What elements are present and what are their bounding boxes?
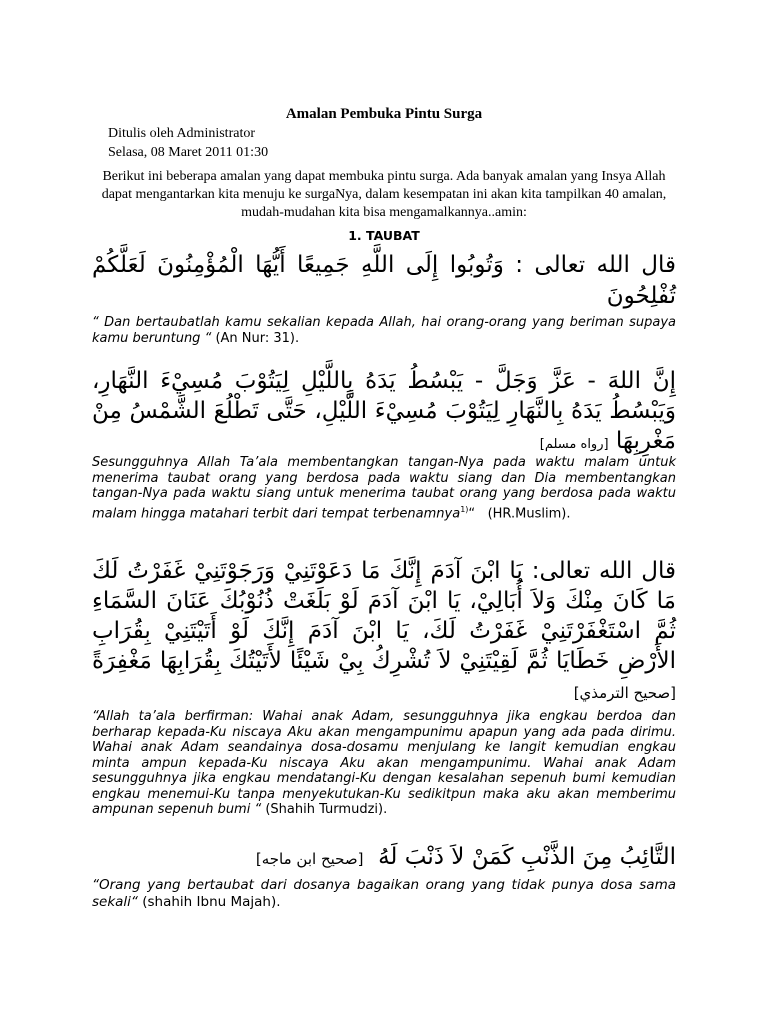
hadith-3-reference: (shahih Ibnu Majah).	[137, 894, 281, 910]
hadith-3-translation	[92, 877, 676, 911]
intro-paragraph: Berikut ini beberapa amalan yang dapat membuka pintu surga. Ada banyak amalan yang Insya Allah dapat mengantarkan kita menuju ke surgaNya, dalam kesempatan ini akan kita tampilkan 40 amalan, mudah-mudahan kita bisa mengamalkannya..amin:	[101, 169, 667, 220]
hadith-1-source: [رواه مسلم]	[539, 437, 609, 452]
hadith-1-footnote-marker: 1)	[460, 504, 469, 514]
hadith-3-source: [صحيح ابن ماجه]	[255, 850, 364, 868]
date-line: Selasa, 08 Maret 2011 01:30	[108, 145, 269, 160]
verse-translation-text: “ Dan bertaubatlah kamu sekalian kepada Allah, hai orang-orang yang beriman supaya kamu beruntung “	[92, 315, 676, 346]
verse-reference: (An Nur: 31).	[211, 330, 300, 346]
hadith-2-source: [صحيح الترمذي]	[573, 684, 676, 702]
hadith-2-arabic-text: قال الله تعالى: يَا ابْنَ آدَمَ إِنَّكَ مَا دَعَوْتَنِيْ وَرَجَوْتَنِيْ غَفَرْتُ لَكَ مَا كَانَ مِنْكَ وَلاَ أُبَالِيْ، يَا ابْنَ آدَمَ لَوْ بَلَغَتْ ذُنُوْبُكَ عَنَانَ السَّمَاءِ ثُمَّ اسْتَغْفَرْتَنِيْ غَفَرْتُ لَكَ، يَا ابْنَ آدَمَ إِنَّكَ لَوْ أَتَيْتَنِيْ بِقُرَابِ الأَرْضِ خَطَايَا ثُمَّ لَقِيْتَنِيْ لاَ تُشْرِكُ بِيْ شَيْئًا لأَتَيْتُكَ بِقُرَابِهَا مَغْفِرَةً	[92, 558, 676, 674]
hadith-1-arabic	[92, 366, 676, 460]
verse-translation	[92, 315, 676, 346]
verse-arabic	[92, 250, 676, 312]
hadith-2-reference: (Shahih Turmudzi).	[261, 802, 388, 817]
verse-arabic-text: قال الله تعالى : وَتُوبُوا إِلَى اللَّهِ جَمِيعًا أَيُّهَا الْمُؤْمِنُونَ لَعَلَّكُمْ تُفْلِحُونَ	[92, 252, 676, 309]
hadith-1-translation-text: Sesungguhnya Allah Ta’ala membentangkan tangan-Nya pada waktu malam untuk menerima taubat orang yang berdosa pada waktu siang dan Dia membentangkan tangan-Nya pada waktu siang untuk menerima taubat orang yang berdosa pada waktu malam hingga matahari terbit dari tempat terbenamnya	[92, 455, 676, 521]
page-title: Amalan Pembuka Pintu Surga	[285, 106, 483, 122]
hadith-3-arabic-text: التَّائِبُ مِنَ الذَّنْبِ كَمَنْ لاَ ذَنْبَ لَهُ	[378, 844, 676, 870]
hadith-2-translation-text: “Allah ta’ala berfirman: Wahai anak Adam, sesungguhnya jika engkau berdoa dan berharap kepada-Ku niscaya Aku akan mengampunimu apapun yang ada pada dirimu. Wahai anak Adam seandainya dosa-dosamu menjulang ke langit kemudian engkau minta ampun kepada-Ku niscaya Aku akan mengampunimu. Wahai anak Adam sesungguhnya jika engkau mendatangi-Ku dengan kesalahan sepenuh bumi kemudian engkau menemui-Ku tanpa menyekutukan-Ku sedikitpun maka aku akan memberimu ampunan sepenuh bumi “	[92, 709, 676, 817]
hadith-1-reference: (HR.Muslim).	[487, 505, 571, 521]
hadith-2-translation	[92, 709, 676, 818]
hadith-3-arabic	[92, 840, 676, 876]
author-line: Ditulis oleh Administrator	[108, 126, 255, 141]
hadith-3-translation-text: “Orang yang bertaubat dari dosanya bagaikan orang yang tidak punya dosa sama sekali“	[92, 877, 676, 910]
hadith-1-translation	[92, 455, 676, 521]
hadith-1-closing-quote: “	[468, 505, 476, 521]
hadith-1-arabic-text: إِنَّ اللهَ - عَزَّ وَجَلَّ - يَبْسُطُ يَدَهُ بِاللَّيْلِ لِيَتُوْبَ مُسِيْءَ النَّهَارِ، وَيَبْسُطُ يَدَهُ بِالنَّهَارِ لِيَتُوْبَ مُسِيْءَ اللَّيْلِ، حَتَّى تَطْلُعَ الشَّمْسُ مِنْ مَغْرِبِهَا	[92, 368, 676, 454]
section-heading-taubat: 1. TAUBAT	[348, 228, 420, 243]
hadith-2-arabic	[92, 556, 676, 708]
